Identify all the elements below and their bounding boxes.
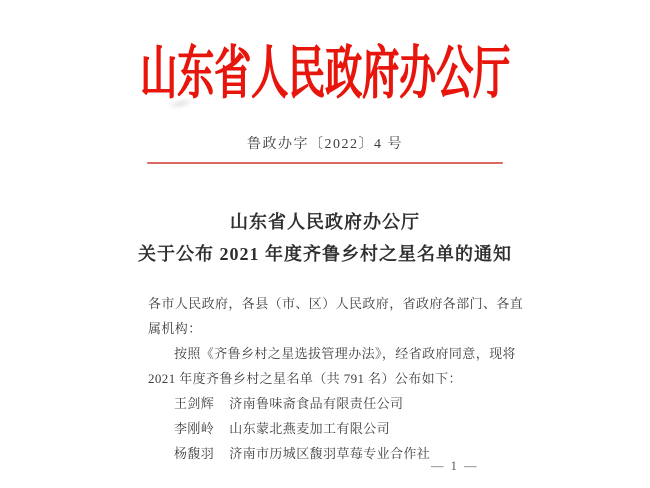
awardee-name: 李刚岭 — [174, 421, 215, 436]
awardee-organization: 山东蒙北燕麦加工有限公司 — [229, 421, 391, 436]
red-divider-line — [147, 162, 503, 164]
notice-title-line2: 关于公布 2021 年度齐鲁乡村之星名单的通知 — [138, 244, 512, 264]
notice-body — [148, 291, 524, 466]
paragraph-line-1: 按照《齐鲁乡村之星选拔管理办法》，经省政府同意，现将 — [174, 346, 516, 361]
masthead-title: 山东省人民政府办公厅 — [140, 43, 510, 107]
award-list-row — [148, 416, 508, 441]
page-number: — 1 — — [431, 459, 479, 473]
salutation-line-1: 各市人民政府，各县（市、区）人民政府，省政府各部门、各直 — [148, 296, 524, 311]
awardee-organization: 济南鲁味斋食品有限责任公司 — [229, 396, 404, 411]
awardee-organization: 济南市历城区馥羽草莓专业合作社 — [229, 446, 431, 461]
doc-number: 鲁政办字〔2022〕4 号 — [247, 137, 403, 152]
awardee-name: 王剑辉 — [174, 396, 215, 411]
paragraph-line-2: 2021 年度齐鲁乡村之星名单（共 791 名）公布如下： — [148, 371, 462, 386]
award-list-row — [148, 391, 508, 416]
salutation-line-2: 属机构： — [148, 321, 202, 336]
awardee-name: 杨馥羽 — [174, 446, 215, 461]
notice-title-line1: 山东省人民政府办公厅 — [230, 212, 420, 232]
notice-title — [0, 206, 650, 270]
